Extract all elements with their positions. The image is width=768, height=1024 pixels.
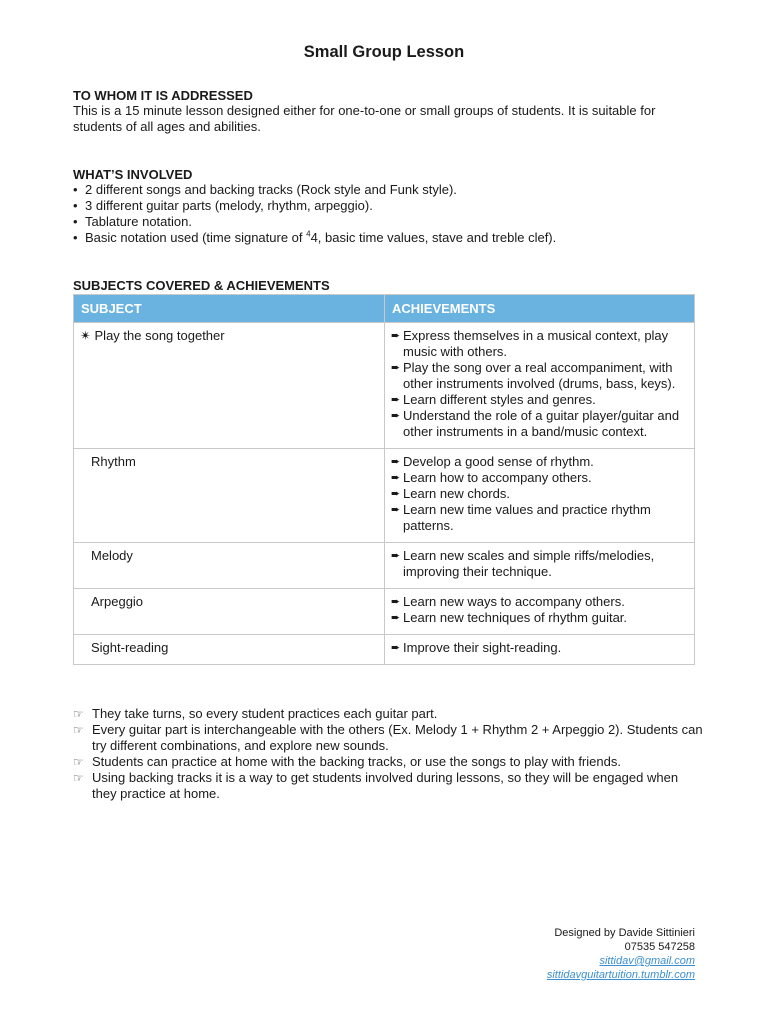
note-item: ☞ Using backing tracks it is a way to get students involved during lessons, so they will be engaged when they practice at home. <box>73 770 679 801</box>
list-item: • 2 different songs and backing tracks (Rock style and Funk style). <box>73 182 457 197</box>
note-item: ☞ Every guitar part is interchangeable with the others (Ex. Melody 1 + Rhythm 2 + Arpeggio 2). Students can try different combinations, and explore new sounds. <box>73 722 703 753</box>
email-link[interactable]: sittidav@gmail.com <box>599 955 695 967</box>
subject-cell: Rhythm <box>74 449 385 543</box>
subjects-table <box>73 294 695 665</box>
subject-cell: ✴ Play the song together <box>74 323 385 449</box>
pointing-hand-icon: ☞ <box>73 707 84 721</box>
achievements-cell <box>385 323 695 449</box>
designer-credit: Designed by Davide Sittinieri <box>554 927 695 939</box>
subject-cell: Arpeggio <box>74 589 385 635</box>
arrow-icon: ➨ <box>391 642 401 654</box>
subjects-heading: SUBJECTS COVERED & ACHIEVEMENTS <box>73 278 330 293</box>
arrow-icon: ➨ <box>391 488 401 500</box>
achievement-item: ➨ Learn new chords. <box>391 486 510 501</box>
arrow-icon: ➨ <box>391 472 401 484</box>
page-title: Small Group Lesson <box>303 43 465 61</box>
pointing-hand-icon: ☞ <box>73 771 84 785</box>
achievement-item: ➨ Develop a good sense of rhythm. <box>391 454 594 469</box>
achievements-cell <box>385 543 695 589</box>
pointing-hand-icon: ☞ <box>73 755 84 769</box>
achievements-cell <box>385 449 695 543</box>
table-row <box>74 635 695 665</box>
time-signature-numerator: 4 <box>306 229 311 239</box>
arrow-icon: ➨ <box>391 330 401 342</box>
list-item: • Basic notation used (time signature of $^4$4, basic time values, stave and treble clef). <box>73 229 557 245</box>
table-row <box>74 543 695 589</box>
addressed-text: This is a 15 minute lesson designed either for one-to-one or small groups of students. It is suitable for students of all ages and abilities. <box>73 103 656 134</box>
footer-contact <box>547 926 695 982</box>
arrow-icon: ➨ <box>391 394 401 406</box>
note-item: ☞ Students can practice at home with the backing tracks, or use the songs to play with friends. <box>73 754 621 769</box>
subject-cell: Sight-reading <box>74 635 385 665</box>
achievement-item: ➨ Play the song over a real accompaniment, with other instruments involved (drums, bass, keys). <box>391 360 676 391</box>
addressed-heading: TO WHOM IT IS ADDRESSED <box>73 88 253 103</box>
table-row <box>74 589 695 635</box>
achievement-item: ➨ Learn new techniques of rhythm guitar. <box>391 610 628 625</box>
arrow-icon: ➨ <box>391 504 401 516</box>
arrow-icon: ➨ <box>391 362 401 374</box>
achievement-item: ➨ Improve their sight-reading. <box>391 640 562 655</box>
subject-cell: Melody <box>74 543 385 589</box>
arrow-icon: ➨ <box>391 550 401 562</box>
arrow-icon: ➨ <box>391 612 401 624</box>
notes-list <box>73 706 703 802</box>
achievements-cell <box>385 635 695 665</box>
col-header-subject: SUBJECT <box>74 295 385 323</box>
table-row <box>74 449 695 543</box>
achievement-item: ➨ Learn new scales and simple riffs/melodies, improving their technique. <box>391 548 655 579</box>
table-row <box>74 323 695 449</box>
achievement-item: ➨ Learn new time values and practice rhythm patterns. <box>391 502 651 533</box>
involved-heading: WHAT’S INVOLVED <box>73 167 193 182</box>
arrow-icon: ➨ <box>391 456 401 468</box>
achievement-item: ➨ Learn new ways to accompany others. <box>391 594 625 609</box>
col-header-achievements: ACHIEVEMENTS <box>385 295 695 323</box>
phone-number: 07535 547258 <box>624 941 695 953</box>
achievement-item: ➨ Learn how to accompany others. <box>391 470 592 485</box>
note-item: ☞ They take turns, so every student practices each guitar part. <box>73 706 438 721</box>
achievement-item: ➨ Express themselves in a musical context, play music with others. <box>391 328 669 359</box>
achievement-item: ➨ Understand the role of a guitar player/guitar and other instruments in a band/music context. <box>391 408 680 439</box>
achievement-item: ➨ Learn different styles and genres. <box>391 392 596 407</box>
arrow-icon: ➨ <box>391 596 401 608</box>
list-item: • 3 different guitar parts (melody, rhythm, arpeggio). <box>73 198 373 213</box>
arrow-icon: ➨ <box>391 410 401 422</box>
website-link[interactable]: sittidavguitartuition.tumblr.com <box>546 969 695 981</box>
achievements-cell <box>385 589 695 635</box>
involved-list <box>73 182 556 246</box>
list-item: • Tablature notation. <box>73 214 192 229</box>
pointing-hand-icon: ☞ <box>73 723 84 737</box>
